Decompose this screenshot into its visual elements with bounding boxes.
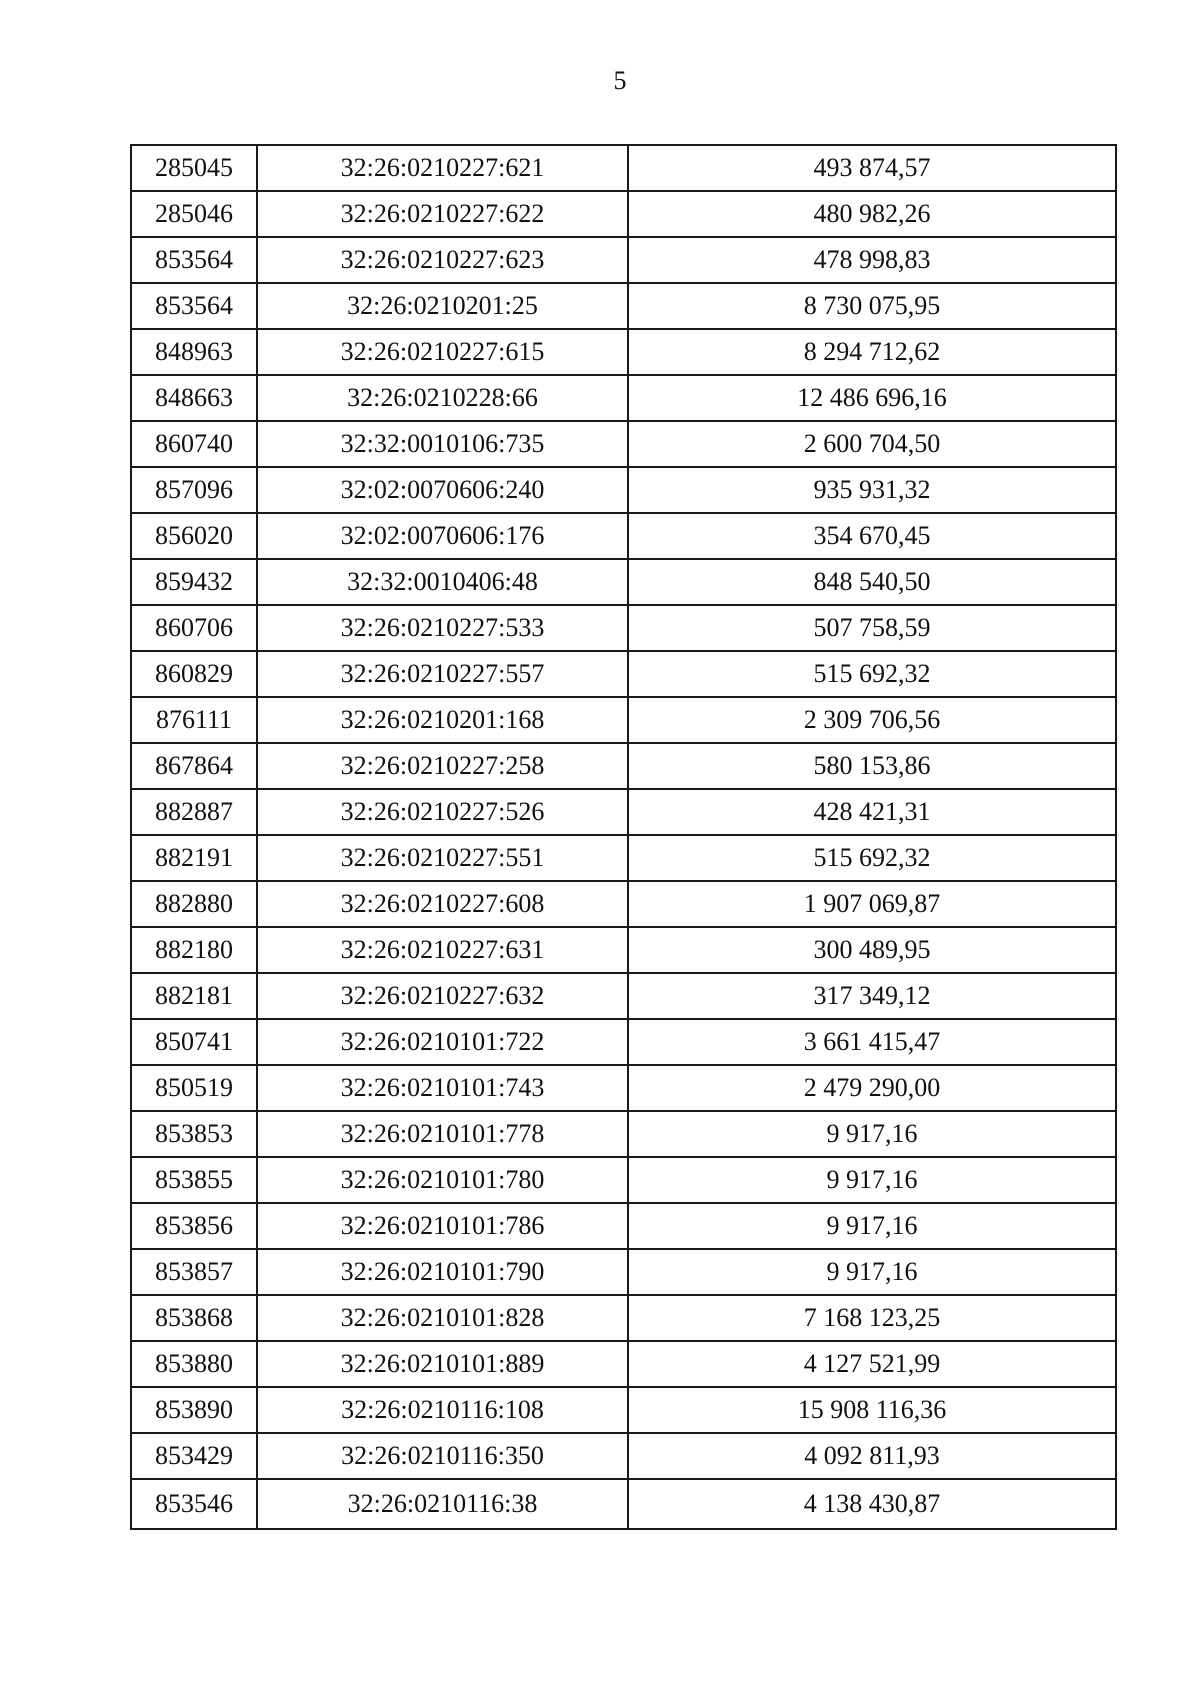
cadastral-number-cell: 32:26:0210227:608 <box>257 881 628 927</box>
cadastral-value-cell: 4 127 521,99 <box>628 1341 1116 1387</box>
cadastral-number-cell: 32:26:0210227:621 <box>257 145 628 191</box>
table-row <box>131 1203 1116 1249</box>
cadastral-value-cell: 7 168 123,25 <box>628 1295 1116 1341</box>
cadastral-value-cell: 515 692,32 <box>628 651 1116 697</box>
table-row <box>131 375 1116 421</box>
table-row <box>131 973 1116 1019</box>
table-row <box>131 191 1116 237</box>
object-id-cell: 853546 <box>131 1479 257 1529</box>
table-row <box>131 513 1116 559</box>
table-row <box>131 1157 1116 1203</box>
cadastral-value-cell: 15 908 116,36 <box>628 1387 1116 1433</box>
cadastral-number-cell: 32:26:0210101:790 <box>257 1249 628 1295</box>
cadastral-number-cell: 32:26:0210101:780 <box>257 1157 628 1203</box>
cadastral-value-cell: 8 730 075,95 <box>628 283 1116 329</box>
object-id-cell: 867864 <box>131 743 257 789</box>
object-id-cell: 853856 <box>131 1203 257 1249</box>
table-row <box>131 1111 1116 1157</box>
cadastral-value-cell: 507 758,59 <box>628 605 1116 651</box>
cadastral-value-cell: 300 489,95 <box>628 927 1116 973</box>
cadastral-value-cell: 4 092 811,93 <box>628 1433 1116 1479</box>
table-row <box>131 743 1116 789</box>
object-id-cell: 848663 <box>131 375 257 421</box>
object-id-cell: 876111 <box>131 697 257 743</box>
page-number: 5 <box>613 66 627 95</box>
cadastral-value-cell: 493 874,57 <box>628 145 1116 191</box>
object-id-cell: 853564 <box>131 283 257 329</box>
table-row <box>131 651 1116 697</box>
cadastral-number-cell: 32:26:0210227:632 <box>257 973 628 1019</box>
table-row <box>131 1295 1116 1341</box>
cadastral-value-cell: 2 309 706,56 <box>628 697 1116 743</box>
cadastral-value-cell: 1 907 069,87 <box>628 881 1116 927</box>
cadastral-value-table <box>130 144 1117 1530</box>
cadastral-number-cell: 32:02:0070606:176 <box>257 513 628 559</box>
cadastral-number-cell: 32:26:0210201:25 <box>257 283 628 329</box>
cadastral-number-cell: 32:26:0210227:623 <box>257 237 628 283</box>
table-row <box>131 1019 1116 1065</box>
cadastral-value-cell: 2 600 704,50 <box>628 421 1116 467</box>
cadastral-value-cell: 580 153,86 <box>628 743 1116 789</box>
table-row <box>131 835 1116 881</box>
cadastral-number-cell: 32:32:0010106:735 <box>257 421 628 467</box>
object-id-cell: 882880 <box>131 881 257 927</box>
table-row <box>131 237 1116 283</box>
table-row <box>131 329 1116 375</box>
object-id-cell: 285046 <box>131 191 257 237</box>
table-row <box>131 789 1116 835</box>
cadastral-value-cell: 2 479 290,00 <box>628 1065 1116 1111</box>
object-id-cell: 853890 <box>131 1387 257 1433</box>
cadastral-number-cell: 32:26:0210227:622 <box>257 191 628 237</box>
cadastral-number-cell: 32:26:0210101:722 <box>257 1019 628 1065</box>
cadastral-number-cell: 32:26:0210227:258 <box>257 743 628 789</box>
cadastral-value-cell: 9 917,16 <box>628 1111 1116 1157</box>
cadastral-number-cell: 32:26:0210101:889 <box>257 1341 628 1387</box>
object-id-cell: 853880 <box>131 1341 257 1387</box>
cadastral-value-cell: 317 349,12 <box>628 973 1116 1019</box>
object-id-cell: 853857 <box>131 1249 257 1295</box>
cadastral-number-cell: 32:26:0210227:631 <box>257 927 628 973</box>
cadastral-value-cell: 848 540,50 <box>628 559 1116 605</box>
table-row <box>131 559 1116 605</box>
table-row <box>131 1341 1116 1387</box>
table-row <box>131 1249 1116 1295</box>
cadastral-value-cell: 480 982,26 <box>628 191 1116 237</box>
cadastral-number-cell: 32:26:0210101:828 <box>257 1295 628 1341</box>
cadastral-number-cell: 32:26:0210116:38 <box>257 1479 628 1529</box>
object-id-cell: 853429 <box>131 1433 257 1479</box>
object-id-cell: 853855 <box>131 1157 257 1203</box>
cadastral-value-cell: 478 998,83 <box>628 237 1116 283</box>
object-id-cell: 860706 <box>131 605 257 651</box>
cadastral-number-cell: 32:26:0210101:786 <box>257 1203 628 1249</box>
cadastral-value-cell: 3 661 415,47 <box>628 1019 1116 1065</box>
table-body <box>131 145 1116 1529</box>
cadastral-value-cell: 8 294 712,62 <box>628 329 1116 375</box>
table-row <box>131 145 1116 191</box>
object-id-cell: 853868 <box>131 1295 257 1341</box>
object-id-cell: 285045 <box>131 145 257 191</box>
object-id-cell: 882191 <box>131 835 257 881</box>
cadastral-number-cell: 32:02:0070606:240 <box>257 467 628 513</box>
table-row <box>131 927 1116 973</box>
cadastral-value-cell: 9 917,16 <box>628 1157 1116 1203</box>
cadastral-number-cell: 32:26:0210101:778 <box>257 1111 628 1157</box>
cadastral-number-cell: 32:26:0210227:615 <box>257 329 628 375</box>
table-row <box>131 1065 1116 1111</box>
table-row <box>131 881 1116 927</box>
cadastral-number-cell: 32:26:0210201:168 <box>257 697 628 743</box>
cadastral-value-cell: 354 670,45 <box>628 513 1116 559</box>
cadastral-number-cell: 32:26:0210227:557 <box>257 651 628 697</box>
cadastral-value-cell: 428 421,31 <box>628 789 1116 835</box>
table-row <box>131 605 1116 651</box>
cadastral-number-cell: 32:26:0210227:526 <box>257 789 628 835</box>
cadastral-value-cell: 12 486 696,16 <box>628 375 1116 421</box>
cadastral-number-cell: 32:26:0210228:66 <box>257 375 628 421</box>
object-id-cell: 860740 <box>131 421 257 467</box>
object-id-cell: 850519 <box>131 1065 257 1111</box>
object-id-cell: 857096 <box>131 467 257 513</box>
object-id-cell: 856020 <box>131 513 257 559</box>
cadastral-number-cell: 32:26:0210227:533 <box>257 605 628 651</box>
cadastral-value-cell: 9 917,16 <box>628 1249 1116 1295</box>
object-id-cell: 848963 <box>131 329 257 375</box>
cadastral-number-cell: 32:32:0010406:48 <box>257 559 628 605</box>
table-row <box>131 697 1116 743</box>
object-id-cell: 882887 <box>131 789 257 835</box>
cadastral-number-cell: 32:26:0210101:743 <box>257 1065 628 1111</box>
table-row <box>131 467 1116 513</box>
object-id-cell: 859432 <box>131 559 257 605</box>
object-id-cell: 860829 <box>131 651 257 697</box>
cadastral-value-cell: 935 931,32 <box>628 467 1116 513</box>
cadastral-value-cell: 515 692,32 <box>628 835 1116 881</box>
table-row <box>131 1479 1116 1529</box>
cadastral-number-cell: 32:26:0210116:108 <box>257 1387 628 1433</box>
cadastral-number-cell: 32:26:0210116:350 <box>257 1433 628 1479</box>
cadastral-value-cell: 9 917,16 <box>628 1203 1116 1249</box>
object-id-cell: 853564 <box>131 237 257 283</box>
cadastral-value-cell: 4 138 430,87 <box>628 1479 1116 1529</box>
cadastral-number-cell: 32:26:0210227:551 <box>257 835 628 881</box>
table-row <box>131 283 1116 329</box>
table-row <box>131 1433 1116 1479</box>
table-row <box>131 421 1116 467</box>
object-id-cell: 882180 <box>131 927 257 973</box>
object-id-cell: 853853 <box>131 1111 257 1157</box>
table-row <box>131 1387 1116 1433</box>
object-id-cell: 850741 <box>131 1019 257 1065</box>
object-id-cell: 882181 <box>131 973 257 1019</box>
